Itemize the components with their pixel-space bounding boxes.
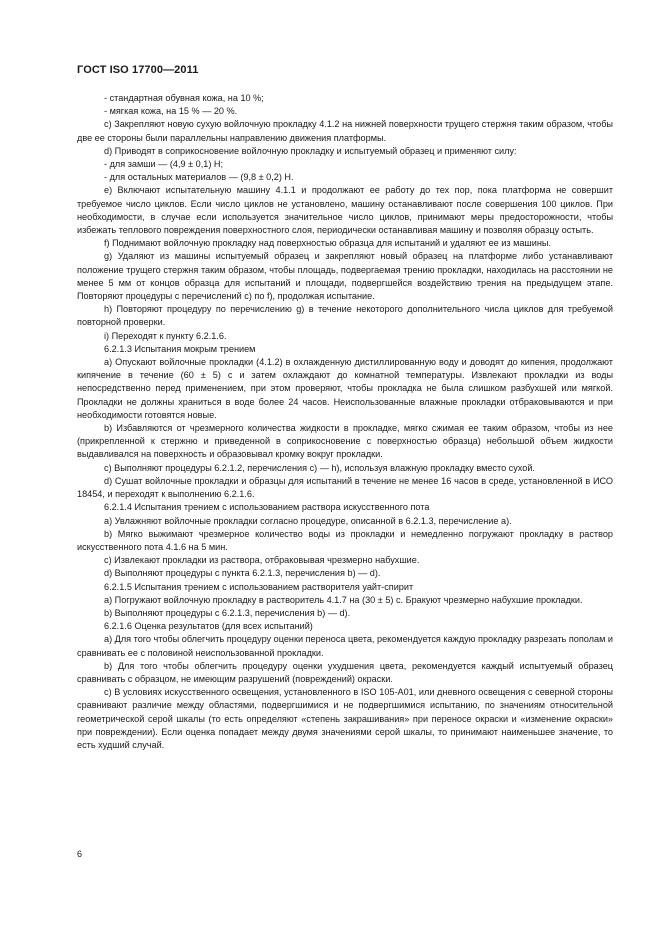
- paragraph: g) Удаляют из машины испытуемый образец и закрепляют новый образец на платформе либо устанавливают положение трущего стержня таким образом, чтобы площадь, подвергаемая трению прокладки, находилась на расстоянии не менее 5 мм от концов образца для испытаний и площади, подвергшейся воздействию трения на предыдущем этапе. Повторяют процедуры с перечислений c) по f), продолжая испытание.: [77, 251, 613, 302]
- paragraph: b) Для того чтобы облегчить процедуру оценки ухудшения цвета, рекомендуется каждый испытуемый образец сравнивать с образцом, не имеющим разрушений (повреждений) окраски.: [77, 660, 613, 684]
- page-number: 6: [77, 849, 83, 859]
- section-heading: 6.2.1.4 Испытания трением с использованием раствора искусственного пота: [104, 502, 430, 513]
- section-heading: 6.2.1.3 Испытания мокрым трением: [104, 343, 256, 354]
- paragraph: - для остальных материалов — (9,8 ± 0,2) Н.: [104, 172, 294, 183]
- paragraph: d) Сушат войлочные прокладки и образцы для испытаний в течение не менее 16 часов в среде, установленной в ИСО 18454, и переходят к выполнению 6.2.1.6.: [77, 475, 613, 500]
- document-body: [77, 92, 613, 752]
- paragraph: - для замши — (4,9 ± 0,1) Н;: [104, 159, 224, 170]
- paragraph: d) Приводят в соприкосновение войлочную прокладку и испытуемый образец и применяют силу:: [104, 145, 517, 156]
- paragraph: c) Выполняют процедуры 6.2.1.2, перечисления c) — h), используя влажную прокладку вместо сухой.: [104, 462, 535, 473]
- paragraph: d) Выполняют процедуры с пункта 6.2.1.3, перечисления b) — d).: [104, 568, 381, 579]
- paragraph: b) Выполняют процедуры с 6.2.1.3, перечисления b) — d).: [104, 607, 351, 618]
- section-heading: 6.2.1.5 Испытания трением с использованием растворителя уайт-спирит: [104, 581, 414, 592]
- paragraph: c) В условиях искусственного освещения, установленного в ISO 105-A01, или дневного освещения с северной стороны сравнивают различие между областями, подвергшимися и не подвергшимися испытанию, по значениям относительной геометрической серой шкалы (то есть определяют «степень закрашивания» при переносе окраски и «изменение окраски» при повреждении). Если оценка попадает между двумя значениями серой шкалы, то принимают наименьшее значение, то есть худший случай.: [77, 687, 613, 750]
- paragraph: - стандартная обувная кожа, на 10 %;: [104, 93, 264, 103]
- section-heading: 6.2.1.6 Оценка результатов (для всех испытаний): [104, 621, 313, 632]
- paragraph: c) Закрепляют новую сухую войлочную прокладку 4.1.2 на нижней поверхности трущего стержня таким образом, чтобы две ее стороны были параллельны направлению движения платформы.: [77, 119, 613, 143]
- paragraph: h) Повторяют процедуру по перечислению g) в течение некоторого дополнительного числа циклов для требуемой повторной проверки.: [77, 304, 613, 328]
- paragraph: - мягкая кожа, на 15 % — 20 %.: [104, 106, 238, 117]
- paragraph: f) Поднимают войлочную прокладку над поверхностью образца для испытаний и удаляют ее из машины.: [104, 238, 551, 249]
- document-header: ГОСТ ISO 17700—2011: [77, 64, 199, 76]
- paragraph: c) Извлекают прокладки из раствора, отбраковывая чрезмерно набухшие.: [104, 555, 420, 566]
- paragraph: a) Увлажняют войлочные прокладки согласно процедуре, описанной в 6.2.1.3, перечисление a).: [104, 515, 512, 526]
- paragraph: a) Погружают войлочную прокладку в растворитель 4.1.7 на (30 ± 5) с. Бракуют чрезмерно набухшие прокладки.: [104, 594, 583, 605]
- paragraph: b) Мягко выжимают чрезмерное количество воды из прокладки и немедленно погружают прокладку в раствор искусственного пота 4.1.6 на 5 мин.: [77, 528, 613, 552]
- paragraph: a) Опускают войлочные прокладки (4.1.2) в охлажденную дистиллированную воду и доводят до кипения, продолжают кипячение в течение (60 ± 5) с и затем охлаждают до комнатной температуры. Извлекают прокладки из воды непосредственно перед применением, при этом проверяют, чтобы прокладка не была слишком разбухшей или мягкой. Прокладки не должны храниться в воде более 24 часов. Неиспользованные влажные прокладки отбраковываются и при необходимости готовятся новые.: [77, 357, 613, 420]
- paragraph: b) Избавляются от чрезмерного количества жидкости в прокладке, мягко сжимая ее таким образом, чтобы из нее (прикрепленной к стержню и приведенной в соприкосновение с поверхностью образца) небольшой объем жидкости выдавливался на поверхность и образовывал кромку вокруг прокладки.: [77, 423, 613, 460]
- paragraph: a) Для того чтобы облегчить процедуру оценки переноса цвета, рекомендуется каждую прокладку разрезать пополам и сравнивать ее с половиной неиспользованной прокладки.: [77, 634, 613, 658]
- paragraph: i) Переходят к пункту 6.2.1.6.: [104, 330, 227, 341]
- paragraph: e) Включают испытательную машину 4.1.1 и продолжают ее работу до тех пор, пока платформа не совершит требуемое число циклов. Если число циклов не установлено, машину останавливают после совершения 100 циклов. При необходимости, в случае если используется значительное число циклов, принимают меры предосторожности, чтобы избежать теплового повреждения поверхностного слоя, периодически останавливая машину и позволяя образцу остыть.: [77, 185, 613, 236]
